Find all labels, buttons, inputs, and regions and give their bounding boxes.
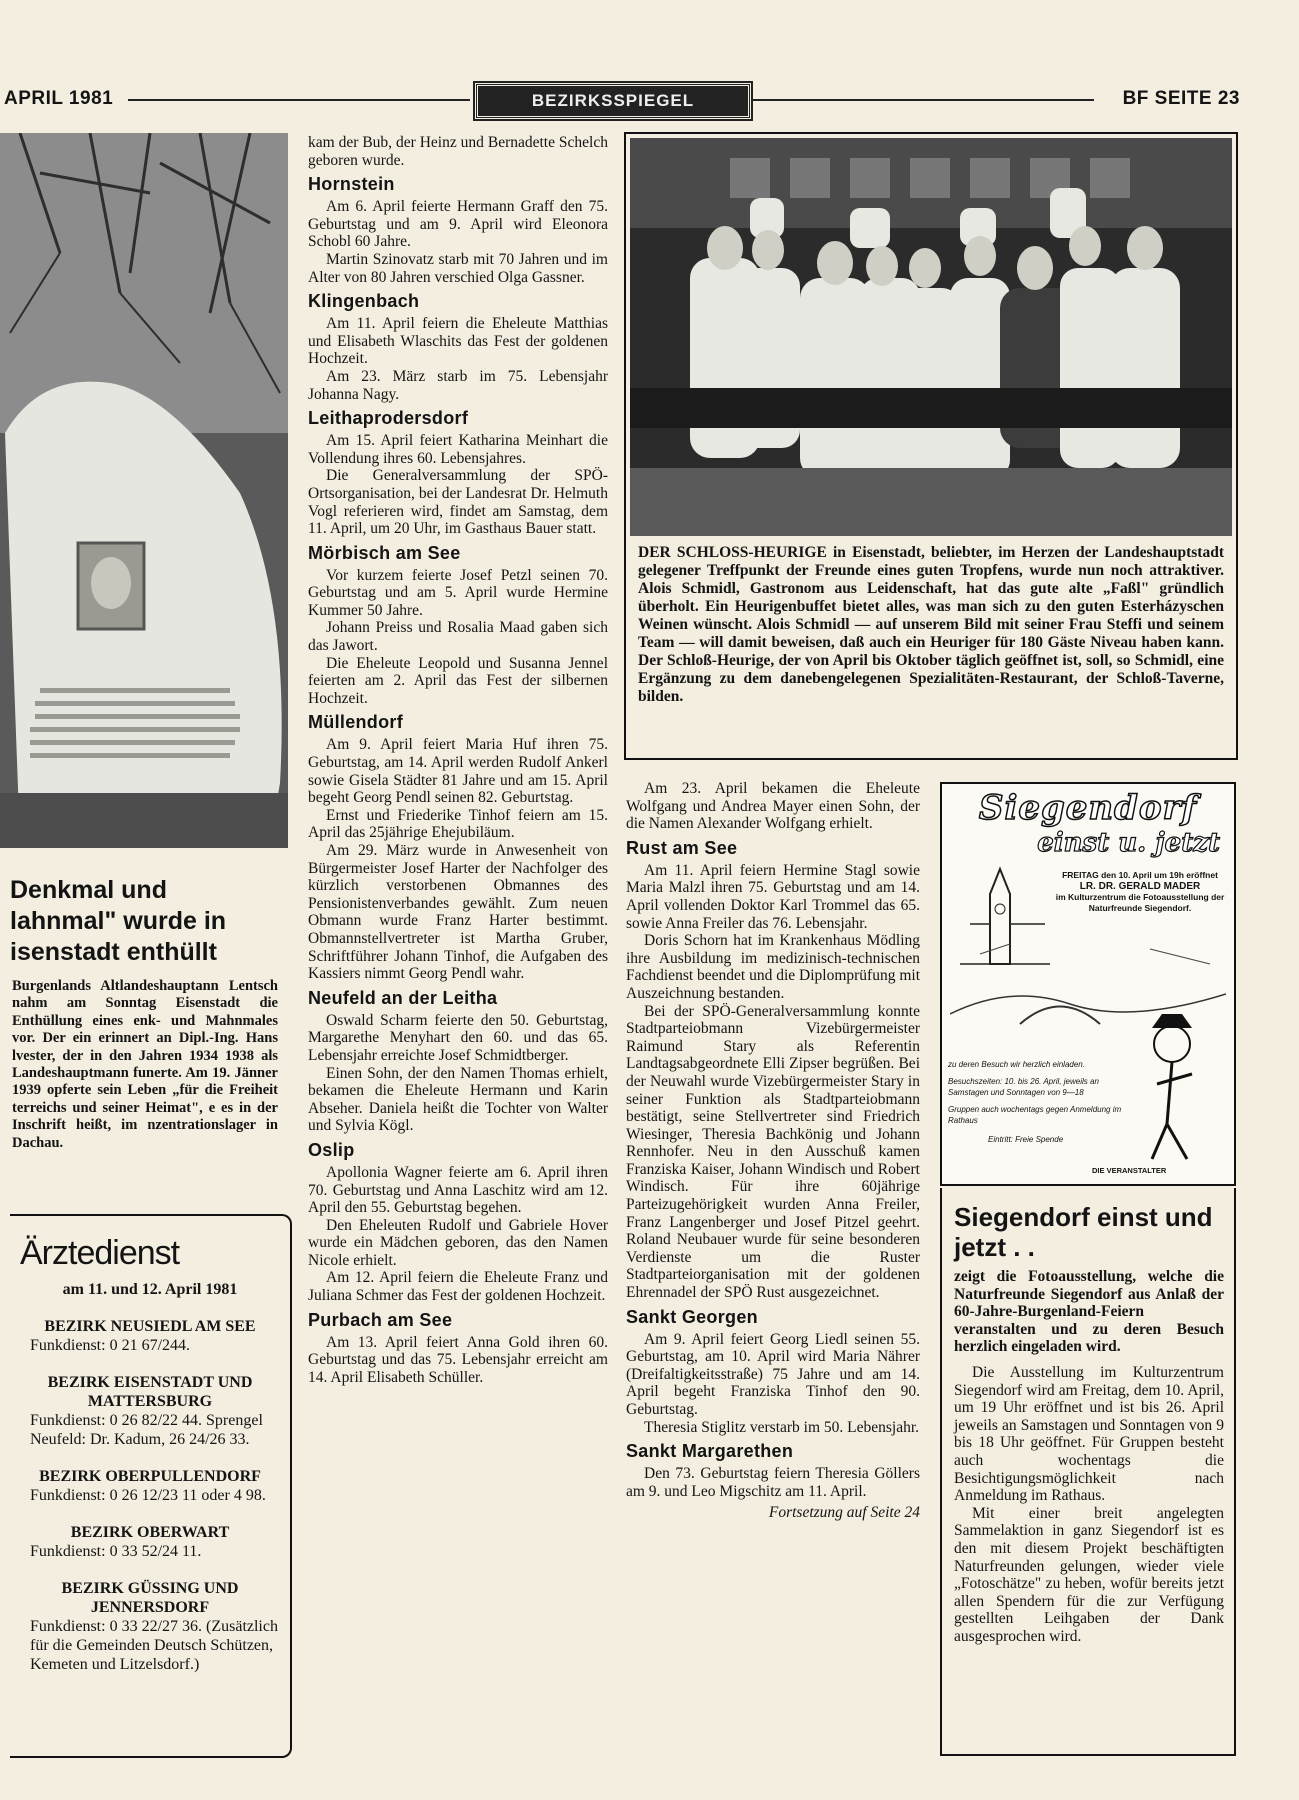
exhibition-ad	[940, 782, 1236, 1186]
ad-line: im Kulturzentrum die Fotoausstellung der Naturfreunde Siegendorf.	[1055, 892, 1225, 913]
article-paragraph: Am 23. März starb im 75. Lebensjahr Johanna Nagy.	[308, 367, 608, 403]
article-paragraph: Den Eheleuten Rudolf und Gabriele Hover wurde ein Mädchen geboren, das den Namen Nicole erhielt.	[308, 1216, 608, 1269]
article-paragraph: kam der Bub, der Heinz und Bernadette Schelch geboren wurde.	[308, 134, 608, 169]
article-paragraph: Martin Szinovatz starb mit 70 Jahren und im Alter von 80 Jahren verschied Olga Gassner.	[308, 250, 608, 286]
ad-signature: DIE VERANSTALTER	[1092, 1166, 1167, 1175]
district-phone: Funkdienst: 0 33 52/24 11.	[30, 1543, 202, 1560]
district-phone: Funkdienst: 0 26 82/22 44. Sprengel Neufeld: Dr. Kadum, 26 24/26 33.	[30, 1412, 263, 1448]
local-news-column	[308, 134, 608, 1386]
ad-line: zu deren Besuch wir herzlich einladen.	[948, 1060, 1085, 1069]
article-paragraph: Am 29. März wurde in Anwesenheit von Bürgermeister Josef Harter der Nachfolger des kürzlich verstorbenen Obmannes des Pensionistenverbandes gewählt. Zum neuen Obmann wurde Franz Harter bestimmt. Obmannstellvertreter ist Martha Gruber, Schriftführer Johann Tinhof, die Aufgaben des Kassiers nimmt Georg Pendl wahr.	[308, 842, 608, 983]
article-paragraph: Mit einer breit angelegten Sammelaktion in ganz Siegendorf ist es den mit diesem Projekt beschäftigten Naturfreunden gelungen, wieder viele „Fotoschätze" zu heben, wofür bereits jetzt allen Spendern für die zur Verfügung gestellten Leihgaben der Dank ausgesprochen wird.	[954, 1504, 1224, 1645]
header-rule-right	[752, 99, 1094, 101]
district-heading: BEZIRK OBERWART	[70, 1524, 230, 1541]
local-news-column-2	[626, 780, 920, 1522]
article-paragraph: Vor kurzem feierte Josef Petzl seinen 70. Geburtstag und am 5. April wurde Hermine Kummer 50 Jahre.	[308, 566, 608, 619]
monument-photo	[0, 133, 288, 848]
doctor-service-title: Ärztedienst	[20, 1234, 180, 1272]
monument-text: Burgenlands Altlandeshauptann Lentsch nahm am Sonntag Eisenstadt die Enthüllung eines enk- und Mahnmales vor. Der ein erinnert an Dipl.-Ing. Hans lvester, der in den Jahren 1934 1938 als Landeshauptmann funerte. Am 19. Jänner 1939 opferte sein Leben „für die Freiheit terreichs und seiner Heimat", e es in der Inschrift heißt, im nzentrationslager in Dachau.	[12, 978, 278, 1151]
district-heading: BEZIRK OBERPULLENDORF	[39, 1468, 261, 1485]
district-heading: BEZIRK NEUSIEDL AM SEE	[44, 1318, 256, 1335]
ad-text-top	[1052, 870, 1228, 914]
continuation-note: Fortsetzung auf Seite 24	[768, 1504, 920, 1522]
town-heading: Müllendorf	[308, 712, 403, 733]
heuriger-feature-box	[624, 132, 1238, 760]
monument-illustration	[0, 133, 288, 848]
header-rule-left	[128, 99, 470, 101]
town-heading: Leithaprodersdorf	[308, 408, 469, 429]
doctor-service-date: am 11. und 12. April 1981	[62, 1281, 238, 1298]
town-heading: Purbach am See	[308, 1309, 453, 1330]
siegendorf-lead: zeigt die Fotoausstellung, welche die Naturfreunde Siegendorf aus Anlaß der 60-Jahre-Burgenland-Feiern veranstalten und zu deren Besuch herzlich eingeladen wird.	[954, 1268, 1224, 1356]
town-heading: Sankt Georgen	[626, 1306, 758, 1327]
district-heading: BEZIRK GÜSSING UND JENNERSDORF	[61, 1580, 239, 1616]
section-title: BEZIRKSSPIEGEL	[475, 83, 751, 119]
district-heading: BEZIRK EISENSTADT UND MATTERSBURG	[47, 1374, 253, 1410]
doctor-service-box	[10, 1214, 292, 1758]
district-phone: Funkdienst: 0 21 67/244.	[30, 1337, 191, 1354]
article-paragraph: Apollonia Wagner feierte am 6. April ihren 70. Geburtstag und Anna Laschitz wird am 12. April den 55. Geburtstag begehen.	[308, 1163, 608, 1217]
ad-line: Eintritt: Freie Spende	[988, 1135, 1064, 1144]
article-paragraph: Einen Sohn, der den Namen Thomas erhielt, bekamen die Eheleute Hermann und Karin Abseher. Daniela heißt die Tochter von Walter und Sylvia Kögl.	[308, 1064, 608, 1135]
town-heading: Rust am See	[626, 837, 738, 858]
ad-line: LR. DR. GERALD MADER	[1079, 881, 1201, 892]
article-paragraph: Am 13. April feiert Anna Gold ihren 60. Geburtstag und das 75. Lebensjahr erreicht am 14. April Elisabeth Schüller.	[308, 1333, 608, 1386]
article-paragraph: Den 73. Geburtstag feiern Theresia Göllers am 9. und Leo Migschitz am 11. April.	[626, 1465, 920, 1500]
page-header	[0, 86, 1240, 112]
article-paragraph: Am 9. April feiert Georg Liedl seinen 55. Geburtstag, am 10. April wird Maria Nährer (Dreifaltigkeitsstraße) 75 Jahre und am 14. April begeht Franziska Tinhof den 90. Geburtstag.	[626, 1330, 920, 1418]
town-heading: Sankt Margarethen	[626, 1441, 794, 1462]
ad-title: Siegendorf	[978, 788, 1198, 828]
ad-line: FREITAG den 10. April um 19h eröffnet	[1062, 870, 1218, 880]
monument-article	[12, 978, 278, 1152]
issue-date: APRIL 1981	[4, 88, 114, 109]
article-paragraph: Theresia Stiglitz verstarb im 50. Lebensjahr.	[644, 1418, 920, 1436]
heuriger-team-photo	[630, 138, 1232, 536]
article-paragraph: Am 9. April feiert Maria Huf ihren 75. Geburtstag, am 14. April werden Rudolf Ankerl sowie Gisela Städter 81 Jahre und am 15. April begeht Georg Pendl seinen 82. Geburtstag.	[308, 736, 608, 807]
district-phone: Funkdienst: 0 26 12/23 11 oder 4 98.	[30, 1487, 266, 1504]
heuriger-caption: DER SCHLOSS-HEURIGE in Eisenstadt, beliebter, im Herzen der Landeshauptstadt gelegener Treffpunkt der Freunde eines guten Tropfens, wurde nun noch attraktiver. Alois Schmidl, Gastronom aus Leidenschaft, hat das gute alte „Faßl" gründlich überholt. Ein Heurigenbuffet bietet alles, was man sich zu den guten Esterházyschen Weinen wünscht. Alois Schmidl — auf unserem Bild mit seiner Frau Steffi und seinem Team — will damit beweisen, daß auch ein Heuriger für 180 Gäste Niveau haben kann. Der Schloß-Heurige, der von April bis Oktober täglich geöffnet ist, soll, so Schmidl, eine Ergänzung zu dem danebengelegenen Spezialitäten-Restaurant, der Schloß-Taverne, bilden.	[638, 544, 1224, 705]
article-paragraph: Doris Schorn hat im Krankenhaus Mödling ihre Ausbildung im medizinisch-technischen Fachdienst beendet und die Diplomprüfung mit Auszeichnung bestanden.	[626, 932, 921, 1002]
article-paragraph: Am 6. April feierte Hermann Graff den 75. Geburtstag und am 9. April wird Eleonora Schobl 60 Jahre.	[308, 198, 608, 251]
article-paragraph: Bei der SPÖ-Generalversammlung konnte Stadtparteiobmann Vizebürgermeister Raimund Stary als Referentin Landtagsabgeordnete Elli Zipser begrüßen. Bei der Neuwahl wurde Vizebürgermeister Stary in seiner Funktion als Stadtparteiobmann bestätigt, seine Stellvertreter sind Friedrich Wiesinger, Theresia Bachkönig und Johann Rennhofer. Neu in den Ausschuß kamen Franziska Kaiser, Johann Windisch und Robert Windisch. Für ihre 60jährige Parteizugehörigkeit wurden Anna Freiler, Franz Langenberger und Josef Pitzel geehrt. Roland Neubauer wurde für seine besonderen Verdienste um die Ruster Stadtparteiorganisation mit der goldenen Ehrennadel der SPÖ Rust ausgezeichnet.	[626, 1002, 920, 1302]
siegendorf-article-box	[940, 1188, 1236, 1756]
team-illustration	[630, 138, 1232, 536]
hiker-sketch	[1122, 1014, 1222, 1164]
siegendorf-article	[954, 1268, 1224, 1645]
article-paragraph: Die Generalversammlung der SPÖ-Ortsorganisation, bei der Landesrat Dr. Helmuth Vogl referieren wird, findet am Samstag, dem 11. April, um 20 Uhr, im Gasthaus Bauer statt.	[308, 467, 608, 538]
siegendorf-headline: Siegendorf einst und jetzt . .	[954, 1202, 1213, 1262]
town-heading: Klingenbach	[308, 291, 420, 312]
article-paragraph: Am 15. April feiert Katharina Meinhart die Vollendung ihres 60. Lebensjahres.	[308, 432, 608, 467]
monument-headline: Denkmal und lahnmal" wurde in isenstadt enthüllt	[10, 876, 227, 966]
ad-text-bottom	[948, 1059, 1128, 1145]
ad-line: Besuchszeiten: 10. bis 26. April, jeweils an Samstagen und Sonntagen von 9—18	[948, 1077, 1099, 1097]
article-paragraph: Am 23. April bekamen die Eheleute Wolfgang und Andrea Mayer einen Sohn, der die Namen Alexander Wolfgang erhielt.	[626, 780, 920, 833]
ad-line: Gruppen auch wochentags gegen Anmeldung im Rathaus	[948, 1105, 1122, 1125]
town-heading: Oslip	[308, 1139, 355, 1160]
article-paragraph: Johann Preiss und Rosalia Maad gaben sich das Jawort.	[308, 619, 608, 655]
article-paragraph: Ernst und Friederike Tinhof feiern am 15. April das 25jährige Ehejubiläum.	[308, 806, 608, 842]
article-paragraph: Am 11. April feiern die Eheleute Matthias und Elisabeth Wlaschits das Fest der goldenen Hochzeit.	[308, 315, 608, 368]
page-number: BF SEITE 23	[1122, 88, 1240, 109]
article-paragraph: Am 11. April feiern Hermine Stagl sowie Maria Malzl ihren 75. Geburtstag und am 14. April vollenden Doktor Karl Trommel das 65. sowie Anna Freiler das 76. Lebensjahr.	[626, 861, 920, 932]
town-heading: Hornstein	[308, 174, 395, 195]
district-phone: Funkdienst: 0 33 22/27 36. (Zusätzlich für die Gemeinden Deutsch Schützen, Kemeten und Litzelsdorf.)	[30, 1618, 278, 1673]
article-paragraph: Oswald Scharm feierte den 50. Geburtstag, Margarethe Menyhart den 60. und das 65. Lebensjahr erreichte Josef Schmidtberger.	[308, 1011, 608, 1064]
article-paragraph: Am 12. April feiern die Eheleute Franz und Juliana Schmer das Fest der goldenen Hochzeit.	[308, 1269, 608, 1305]
town-heading: Mörbisch am See	[308, 542, 461, 563]
article-paragraph: Die Eheleute Leopold und Susanna Jennel feierten am 2. April das Fest der silbernen Hochzeit.	[308, 654, 608, 707]
article-paragraph: Die Ausstellung im Kulturzentrum Siegendorf wird am Freitag, dem 10. April, um 19 Uhr eröffnet und ist bis 26. April jeweils an Samstagen und Sonntagen von 9 bis 18 Uhr geöffnet. Für Gruppen besteht auch wochentags die Besichtigungsmöglichkeit nach Anmeldung im Rathaus.	[954, 1363, 1224, 1505]
town-heading: Neufeld an der Leitha	[308, 987, 498, 1008]
ad-subtitle: einst u. jetzt	[1037, 828, 1220, 858]
